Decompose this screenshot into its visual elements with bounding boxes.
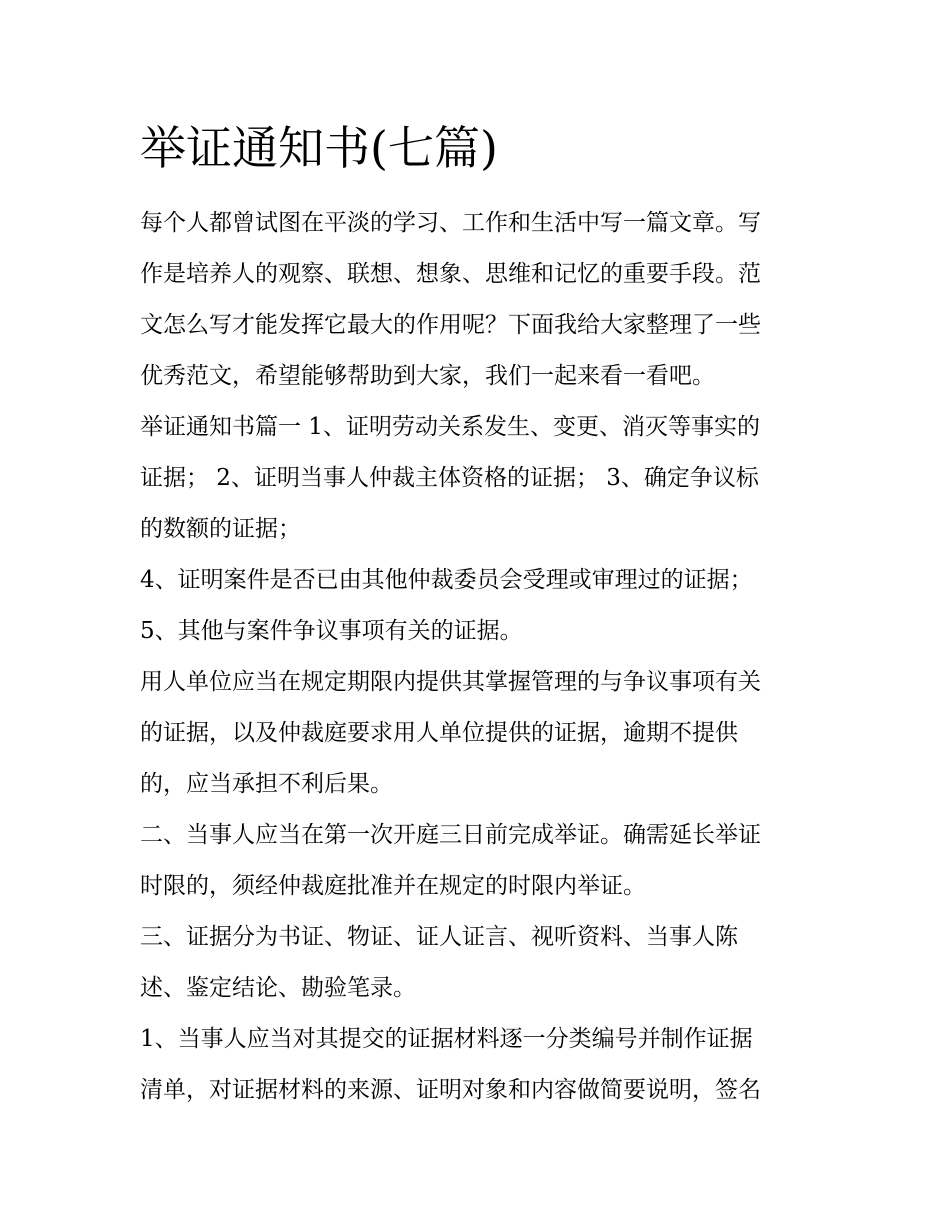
paragraph-section-three: [140, 912, 818, 1014]
paragraph-section-one: [140, 402, 818, 555]
paragraph-item-5: [140, 606, 818, 657]
text-line: 作是培养人的观察、联想、想象、思维和记忆的重要手段。范: [140, 261, 761, 287]
text-line: 文怎么写才能发挥它最大的作用呢？下面我给大家整理了一些: [140, 312, 761, 338]
text-line: 清单，对证据材料的来源、证明对象和内容做简要说明，签名: [140, 1077, 761, 1103]
paragraph-item-4: [140, 555, 818, 606]
text-line: 优秀范文，希望能够帮助到大家，我们一起来看一看吧。: [140, 363, 715, 389]
text-line: 述、鉴定结论、勘验笔录。: [140, 975, 416, 1001]
paragraph-employer-duty: [140, 657, 818, 810]
document-body: [140, 198, 818, 1116]
paragraph-section-two: [140, 810, 818, 912]
text-line: 的，应当承担不利后果。: [140, 771, 393, 797]
text-line: 三、证据分为书证、物证、证人证言、视听资料、当事人陈: [140, 924, 738, 950]
text-line: 4、证明案件是否已由其他仲裁委员会受理或审理过的证据；: [140, 567, 753, 593]
text-line: 用人单位应当在规定期限内提供其掌握管理的与争议事项有关: [140, 669, 761, 695]
document-title: 举证通知书(七篇): [140, 121, 498, 175]
text-line: 5、其他与案件争议事项有关的证据。: [140, 618, 523, 644]
text-line: 证据； 2、证明当事人仲裁主体资格的证据； 3、确定争议标: [140, 465, 759, 491]
text-line: 时限的，须经仲裁庭批准并在规定的时限内举证。: [140, 873, 646, 899]
text-line: 的数额的证据；: [140, 516, 301, 542]
text-line: 1、当事人应当对其提交的证据材料逐一分类编号并制作证据: [140, 1026, 753, 1052]
paragraph-evidence-list: [140, 1014, 818, 1116]
text-line: 每个人都曾试图在平淡的学习、工作和生活中写一篇文章。写: [140, 210, 761, 236]
text-line: 举证通知书篇一 1、证明劳动关系发生、变更、消灭等事实的: [140, 414, 760, 440]
paragraph-intro: [140, 198, 818, 402]
text-line: 的证据，以及仲裁庭要求用人单位提供的证据，逾期不提供: [140, 720, 738, 746]
text-line: 二、当事人应当在第一次开庭三日前完成举证。确需延长举证: [140, 822, 761, 848]
